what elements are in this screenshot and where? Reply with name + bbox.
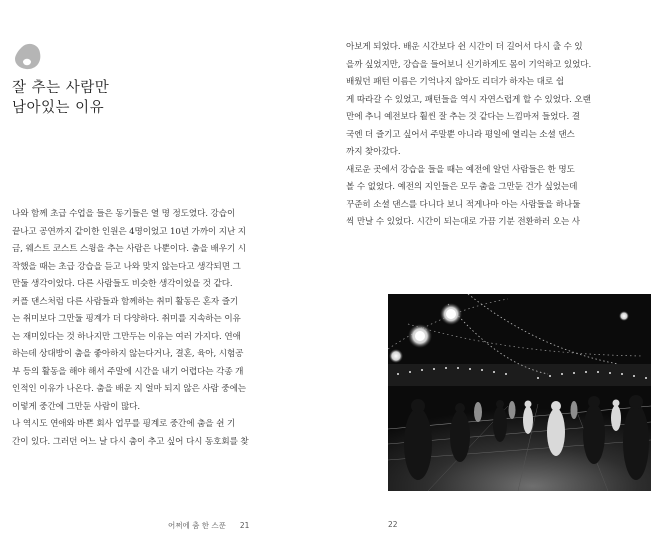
page-number: 22 <box>388 520 398 529</box>
text-line: 이렇게 중간에 그만둔 사람이 많다. <box>12 401 140 412</box>
text-line: 까지 찾아갔다. <box>346 147 401 157</box>
page-number: 21 <box>239 521 250 530</box>
text-line: 부 등의 활동을 해야 해서 주말에 시간을 내기 어렵다는 각종 개 <box>12 366 244 377</box>
text-line: 꾸준히 소셜 댄스를 다니다 보니 적게나마 아는 사람들을 하나둘 <box>346 199 581 210</box>
left-folio <box>168 520 249 531</box>
text-line: 만둘 생각이었다. 다른 사람들도 비슷한 생각이었을 것 같다. <box>12 279 233 289</box>
text-line: 새로운 곳에서 강습을 들을 때는 예전에 알던 사람들은 한 명도 <box>346 164 575 175</box>
right-page <box>329 0 658 557</box>
text-line: 는 재미있다는 것 하나지만 그만두는 이유는 여러 가지다. 연애 <box>12 331 241 342</box>
text-line: 국엔 더 즐기고 싶어서 주말뿐 아니라 평일에 열리는 소셜 댄스 <box>346 129 575 140</box>
text-line: 금, 웨스트 코스트 스윙을 추는 사람은 나뿐이다. 춤을 배우기 시 <box>12 244 246 254</box>
left-body-text <box>12 206 312 451</box>
chapter-title <box>12 78 109 118</box>
running-footer-title: 어쩌에 춤 한 스푼 <box>168 521 226 530</box>
text-line: 을까 싶었지만, 강습을 들어보니 신기하게도 몸이 기억하고 있었다. <box>346 59 592 70</box>
chapter-title-line: 남아있는 이유 <box>12 100 105 116</box>
text-line: 는 취미보다 그만둘 핑계가 더 다양하다. 취미를 지속하는 이유 <box>12 314 241 324</box>
right-body-text <box>346 39 649 232</box>
text-line: 나와 함께 초급 수업을 들은 동기들은 열 명 정도였다. 강습이 <box>12 209 236 219</box>
chapter-title-line: 잘 추는 사람만 <box>12 80 110 96</box>
text-line: 작했을 때는 초급 강습을 듣고 나와 맞지 않는다고 생각되면 그 <box>12 261 241 272</box>
text-line: 볼 수 없었다. 예전의 지인들은 모두 춤을 그만둔 건가 싶었는데 <box>346 182 578 192</box>
text-line: 간이 있다. 그러던 어느 날 다시 춤이 추고 싶어 다시 동호회를 찾 <box>12 436 249 447</box>
text-line: 끝나고 공연까지 같이한 인원은 4명이었고 10년 가까이 지난 지 <box>12 226 246 237</box>
text-line: 나 역시도 연애와 바쁜 회사 업무를 핑계로 중간에 춤을 쉰 기 <box>12 419 236 429</box>
text-line: 게 따라갈 수 있었고, 패턴들을 역시 자연스럽게 할 수 있었다. 오랜 <box>346 94 591 105</box>
text-line: 만에 추니 예전보다 훨씬 잘 추는 것 같다는 느낌마저 들었다. 결 <box>346 112 580 122</box>
text-line: 하는데 상대방이 춤을 좋아하지 않는다거나, 결혼, 육아, 시험공 <box>12 349 244 359</box>
text-line: 커플 댄스처럼 다른 사람들과 함께하는 취미 활동은 혼자 즐기 <box>12 296 239 307</box>
right-folio <box>388 520 398 529</box>
text-line: 아보게 되었다. 배운 시간보다 쉰 시간이 더 길어서 다시 출 수 있 <box>346 42 583 52</box>
text-line: 인적인 이유가 나온다. 춤을 배운 지 얼마 되지 않은 사람 중에는 <box>12 384 246 394</box>
blob-mark-icon <box>12 42 44 72</box>
text-line: 씩 만날 수 있었다. 시간이 되는대로 가끔 기분 전환하러 오는 사 <box>346 217 580 227</box>
text-line: 배웠던 패턴 이름은 기억나지 않아도 리더가 하자는 대로 쉽 <box>346 77 564 87</box>
dance-hall-photo <box>388 294 651 491</box>
